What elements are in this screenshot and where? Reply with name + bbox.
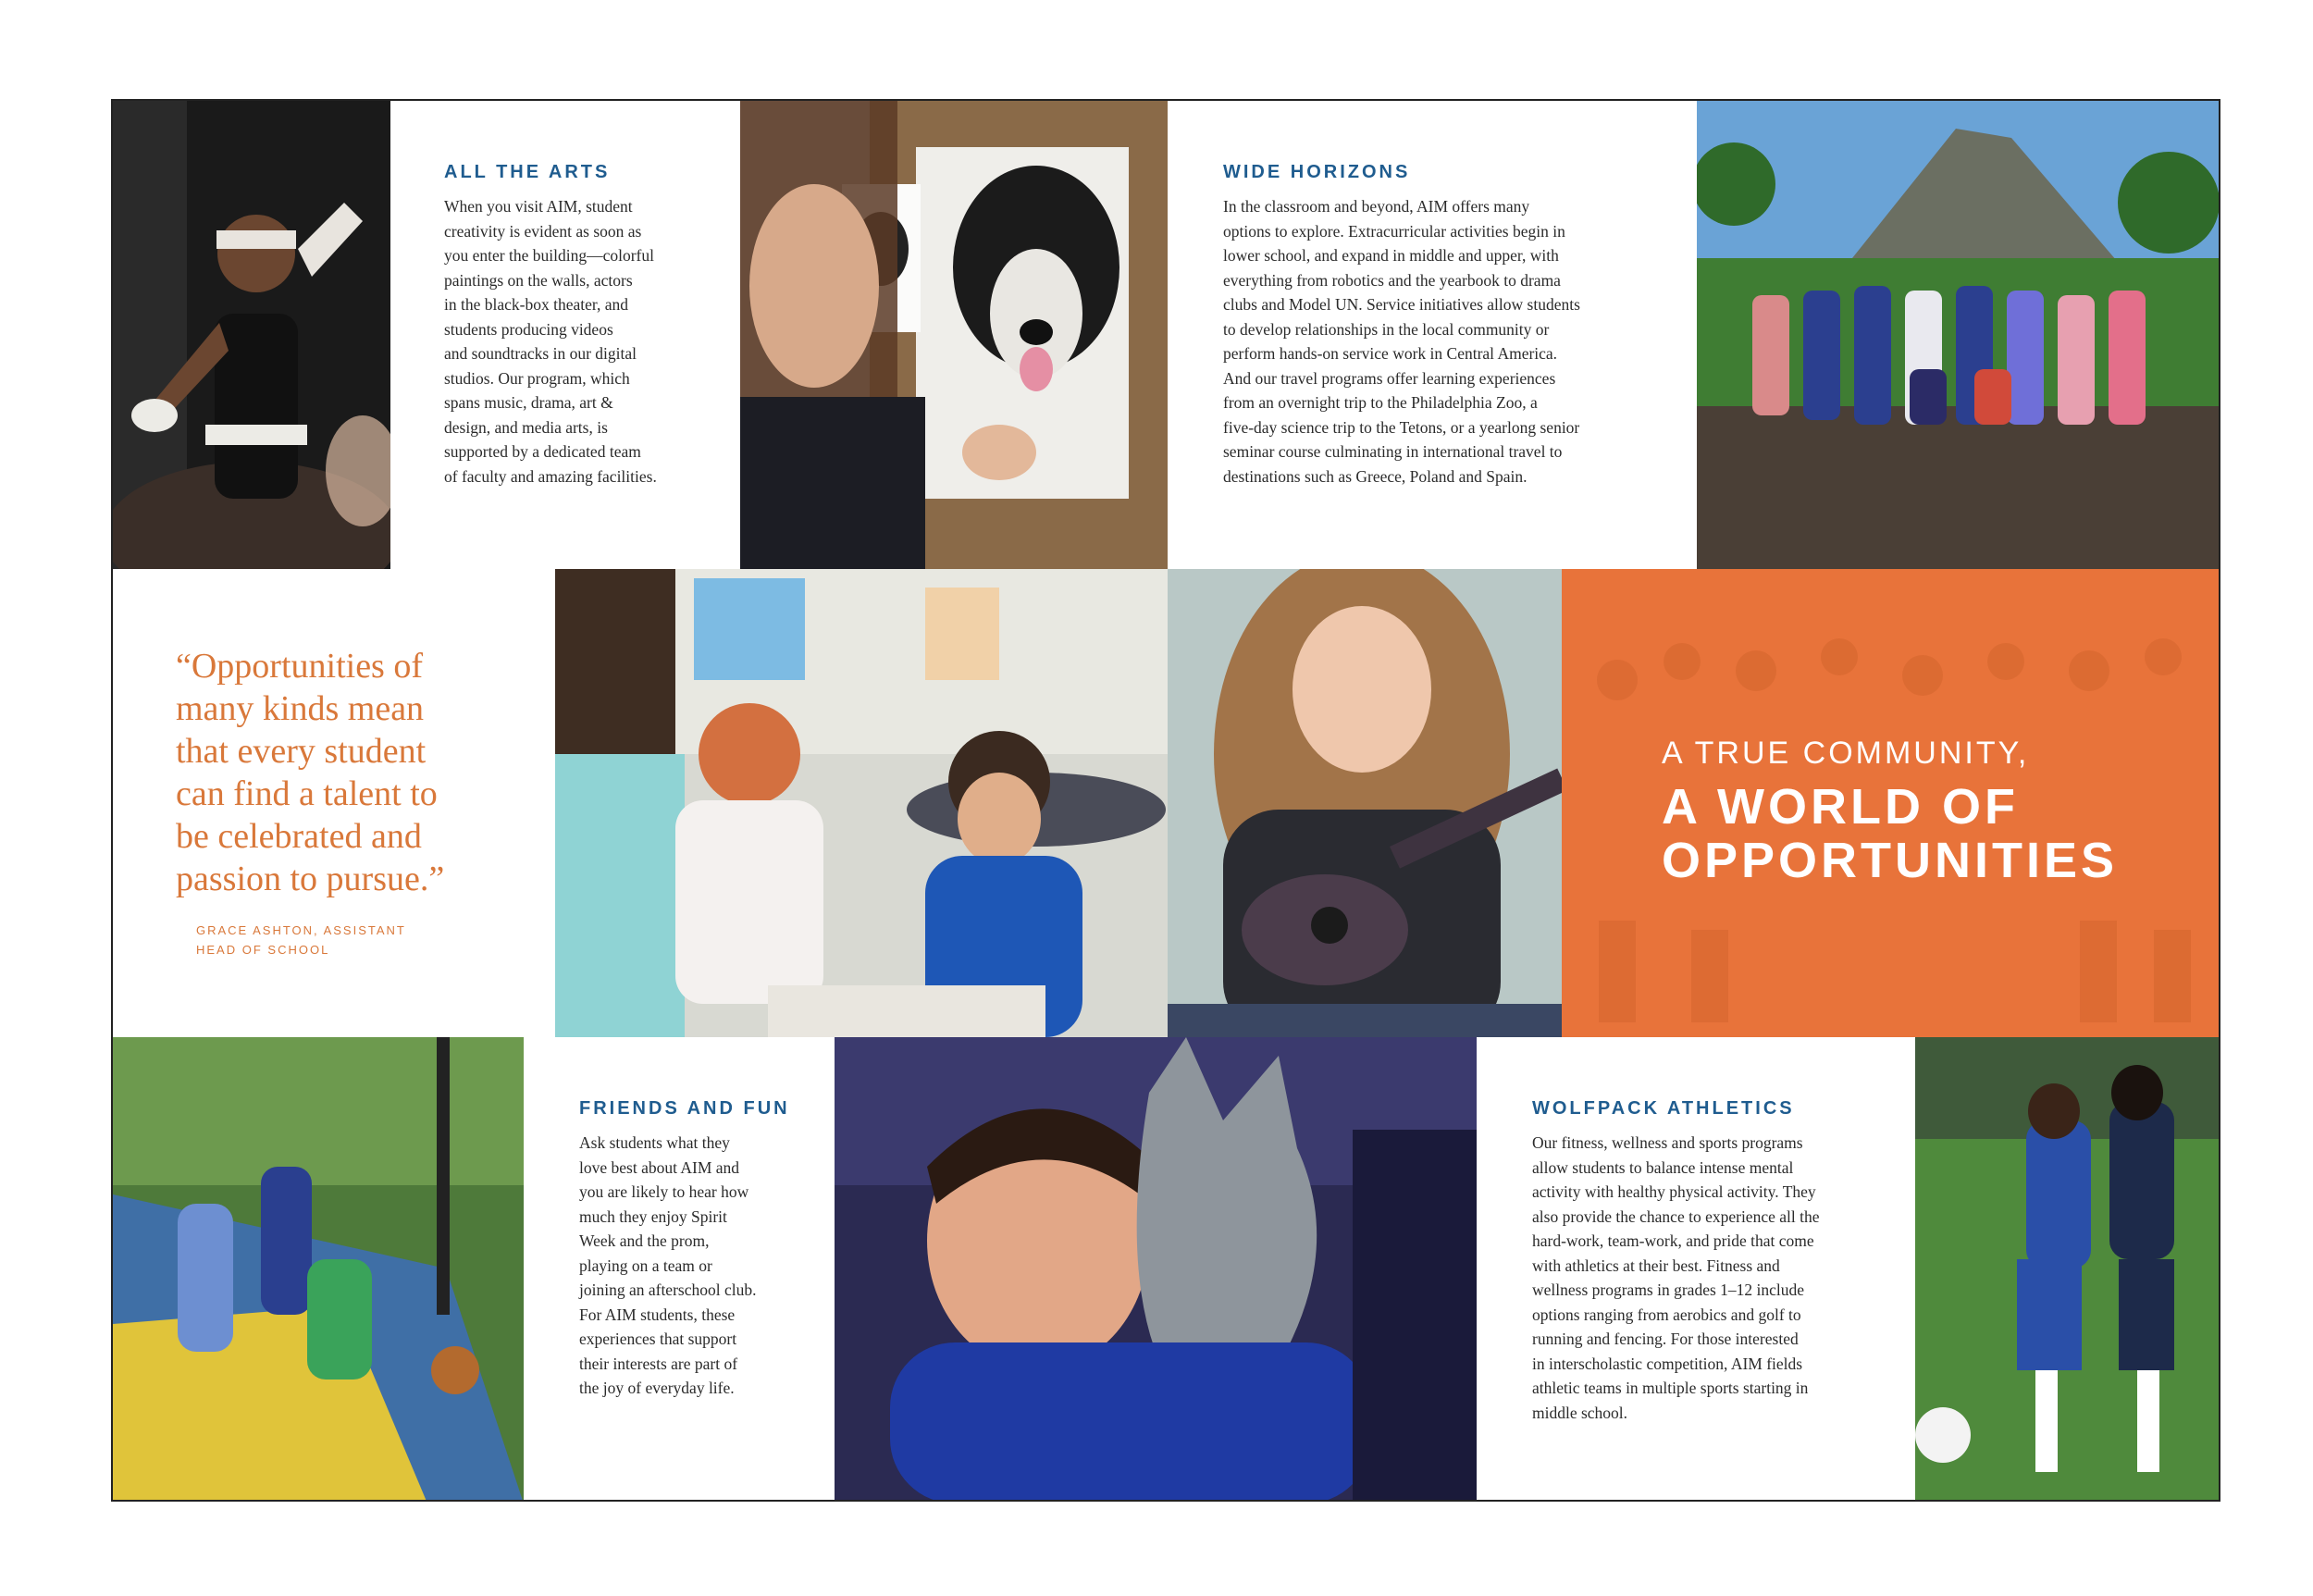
body-wide-horizons: In the classroom and beyond, AIM offers many options to explore. Extracurricular activities begin in lower school, and expand in middle and upper, with everything from robotics and the yearbook to drama clubs and Model UN. Service initiatives allow students to develop relationships in the local community or perform hands-on service work in Central America. And our travel programs offer learning experiences from an overnight trip to the Philadelphia Zoo, a five-day science trip to the Tetons, or a yearlong senior seminar course culminating in international travel to destinations such as Greece, Poland and Spain. bbox=[1223, 197, 1580, 486]
brochure-spread bbox=[111, 99, 2220, 1502]
photo-soccer bbox=[1915, 1037, 2220, 1502]
section-all-the-arts bbox=[444, 162, 749, 489]
photo-boy-wolf-mask bbox=[835, 1037, 1477, 1502]
section-wolfpack-athletics bbox=[1532, 1098, 1902, 1425]
banner-line-1: A TRUE COMMUNITY, bbox=[1662, 736, 2030, 771]
photo-classroom-kids bbox=[555, 569, 1168, 1037]
photo-girl-ukulele bbox=[1168, 569, 1562, 1037]
body-friends-and-fun: Ask students what they love best about AIM and you are likely to hear how much they enjoy Spirit Week and the prom, playing on a team or joining an afterschool club. For AIM students, these experiences that support their interests are part of the joy of everyday life. bbox=[579, 1133, 757, 1397]
body-wolfpack-athletics: Our fitness, wellness and sports programs allow students to balance intense mental activity with healthy physical activity. They also provide the chance to experience all the hard-work, team-work, and pride that come with athletics at their best. Fitness and wellness programs in grades 1–12 include options ranging from aerobics and golf to running and fencing. For those interested in interscholastic competition, AIM fields athletic teams in multiple sports starting in middle school. bbox=[1532, 1133, 1820, 1422]
section-friends-and-fun bbox=[579, 1098, 820, 1401]
banner-community bbox=[1562, 569, 2220, 1037]
photo-travel-group-volcano bbox=[1697, 101, 2220, 569]
photo-painting-dog bbox=[740, 101, 1168, 569]
heading-wide-horizons: WIDE HORIZONS bbox=[1223, 162, 1411, 182]
quote-attribution: GRACE ASHTON, ASSISTANT HEAD OF SCHOOL bbox=[196, 923, 406, 957]
heading-all-the-arts: ALL THE ARTS bbox=[444, 162, 611, 182]
photo-theater-student bbox=[113, 101, 390, 569]
pull-quote: “Opportunities of many kinds mean that every student can find a talent to be celebrated and passion to pursue.” bbox=[176, 647, 445, 898]
body-all-the-arts: When you visit AIM, student creativity is evident as soon as you enter the building—colorful paintings on the walls, actors in the black-box theater, and students producing videos and soundtracks in our digital studios. Our program, which spans music, drama, art & design, and media arts, is supported by a dedicated team of faculty and amazing facilities. bbox=[444, 197, 657, 486]
section-wide-horizons bbox=[1223, 162, 1649, 489]
heading-wolfpack-athletics: WOLFPACK ATHLETICS bbox=[1532, 1098, 1795, 1119]
banner-line-2: A WORLD OF OPPORTUNITIES bbox=[1662, 779, 2119, 888]
photo-basketball bbox=[113, 1037, 524, 1502]
heading-friends-and-fun: FRIENDS AND FUN bbox=[579, 1098, 790, 1119]
